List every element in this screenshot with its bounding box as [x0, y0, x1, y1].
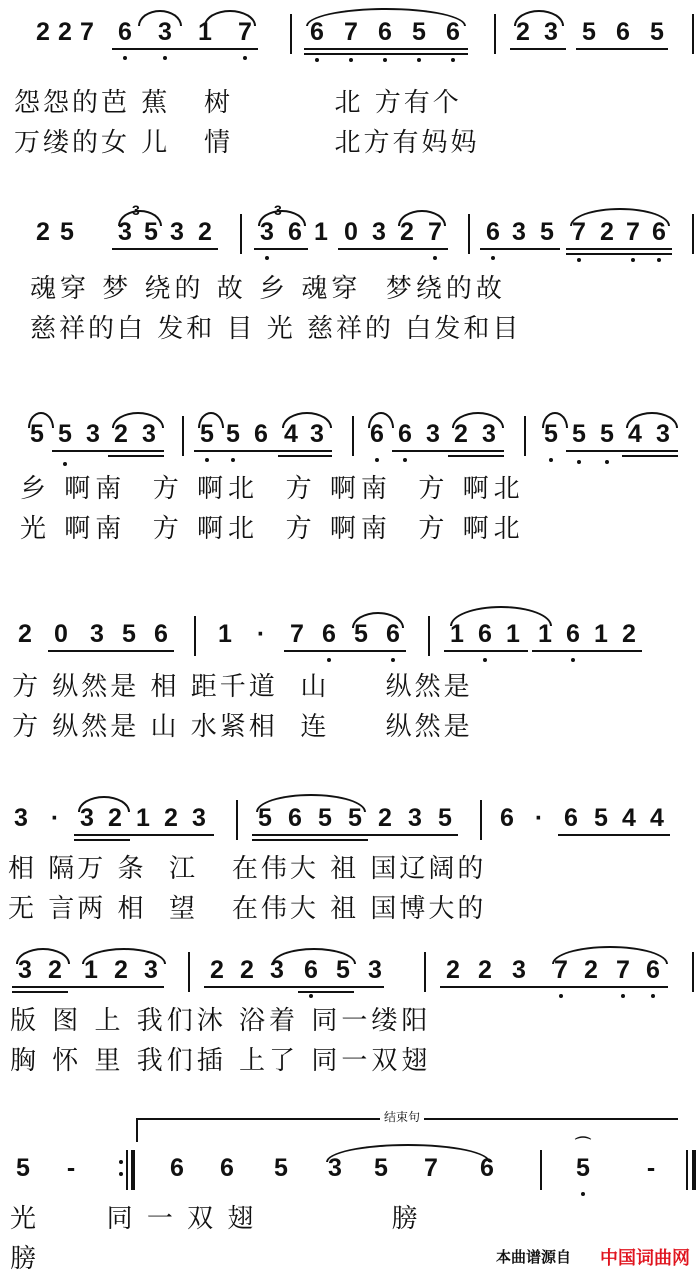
low-octave-dot	[605, 460, 609, 464]
note: 6	[446, 18, 460, 46]
slur	[552, 946, 668, 964]
note: 1	[84, 956, 98, 984]
lyric-text: 慈祥的白 发和 目 光 慈祥的 白发和目	[30, 314, 522, 344]
low-octave-dot	[349, 58, 353, 62]
low-octave-dot	[383, 58, 387, 62]
note: 6	[616, 18, 630, 46]
note: 5	[412, 18, 426, 46]
note: 2	[584, 956, 598, 984]
note: 2	[240, 956, 254, 984]
slur	[256, 794, 366, 812]
lyric-verse-1	[0, 82, 700, 122]
lyric-verse-1	[0, 468, 700, 508]
note: 3	[544, 18, 558, 46]
lyric-text: 胸 怀 里 我们插 上了 同一双翅	[10, 1046, 432, 1076]
credit-source: 本曲谱源自	[496, 1248, 572, 1266]
underline	[12, 986, 164, 988]
note: 2	[516, 18, 530, 46]
note: 3	[14, 804, 28, 832]
slur	[368, 412, 394, 428]
note: 3	[328, 1154, 342, 1182]
underline	[204, 986, 384, 988]
underline	[566, 450, 678, 452]
underline	[448, 455, 504, 457]
note: 5	[60, 218, 74, 246]
underline	[444, 650, 528, 652]
notation-line	[0, 18, 700, 58]
bar-line	[468, 214, 470, 254]
slur	[112, 412, 164, 428]
triplet-mark: 3	[132, 202, 140, 218]
lyric-verse-1	[0, 848, 700, 888]
note: 1	[198, 18, 212, 46]
note: ·	[50, 804, 60, 832]
note: 6	[370, 420, 384, 448]
note: 3	[482, 420, 496, 448]
slur	[198, 412, 224, 428]
note: 2	[114, 420, 128, 448]
note: 5	[318, 804, 332, 832]
note: 6	[170, 1154, 184, 1182]
note: 6	[304, 956, 318, 984]
note: 2	[198, 218, 212, 246]
ending-label: 结束句	[380, 1108, 424, 1125]
note: 1	[450, 620, 464, 648]
underline	[52, 450, 164, 452]
bar-line	[236, 800, 238, 840]
note: 5	[540, 218, 554, 246]
low-octave-dot	[651, 994, 655, 998]
note: 4	[650, 804, 664, 832]
underline	[284, 650, 406, 652]
low-octave-dot	[375, 458, 379, 462]
note: 5	[544, 420, 558, 448]
slur	[78, 796, 130, 812]
note: 5	[336, 956, 350, 984]
low-octave-dot	[327, 658, 331, 662]
note: 1	[314, 218, 328, 246]
note: 5	[30, 420, 44, 448]
slur	[204, 10, 256, 26]
underline	[532, 650, 642, 652]
low-octave-dot	[549, 458, 553, 462]
note: 4	[284, 420, 298, 448]
fermata-icon: ⌒	[575, 1137, 592, 1154]
notation-line	[0, 956, 700, 996]
note: 3	[80, 804, 94, 832]
repeat-dot	[119, 1160, 123, 1164]
notation-line	[0, 202, 700, 258]
note: 3	[18, 956, 32, 984]
low-octave-dot	[309, 994, 313, 998]
note: 6	[646, 956, 660, 984]
note: 6	[386, 620, 400, 648]
note: 2	[210, 956, 224, 984]
note: 6	[322, 620, 336, 648]
lyric-text: 方 纵然是 相 距千道 山 纵然是	[12, 672, 473, 702]
note: 2	[48, 956, 62, 984]
underline	[338, 248, 448, 250]
repeat-bar-thin	[126, 1150, 128, 1190]
slur	[352, 612, 404, 628]
note: 6	[220, 1154, 234, 1182]
note: 6	[254, 420, 268, 448]
note: 6	[288, 804, 302, 832]
note: 7	[616, 956, 630, 984]
low-octave-dot	[391, 658, 395, 662]
note: 5	[594, 804, 608, 832]
note: 2	[18, 620, 32, 648]
note: 1	[218, 620, 232, 648]
note: 7	[344, 18, 358, 46]
underline	[278, 455, 332, 457]
slur	[258, 210, 306, 226]
low-octave-dot	[451, 58, 455, 62]
note: 2	[446, 956, 460, 984]
lyric-verse-2	[0, 1040, 700, 1080]
note: 3	[368, 956, 382, 984]
low-octave-dot	[571, 658, 575, 662]
lyric-text: 怨怨的芭 蕉 树 北 方有个	[14, 88, 462, 118]
note: 7	[572, 218, 586, 246]
note: -	[66, 1154, 76, 1182]
low-octave-dot	[205, 458, 209, 462]
note: 7	[428, 218, 442, 246]
note: 2	[36, 218, 50, 246]
note: 3	[408, 804, 422, 832]
note: 0	[54, 620, 68, 648]
final-bar-thin	[686, 1150, 688, 1190]
note: 6	[652, 218, 666, 246]
note: 3	[142, 420, 156, 448]
underline	[298, 991, 354, 993]
note: 7	[626, 218, 640, 246]
bar-line	[428, 616, 430, 656]
note: 2	[378, 804, 392, 832]
note: 2	[478, 956, 492, 984]
lyric-text: 乡 啊南 方 啊北 方 啊南 方 啊北	[20, 474, 525, 504]
note: 6	[566, 620, 580, 648]
slur	[514, 10, 564, 26]
note: 7	[290, 620, 304, 648]
slur	[398, 210, 446, 226]
low-octave-dot	[621, 994, 625, 998]
note: 3	[512, 956, 526, 984]
underline	[566, 253, 672, 255]
note: 5	[600, 420, 614, 448]
note: 3	[118, 218, 132, 246]
underline	[558, 834, 670, 836]
lyric-text: 光 同 一 双 翅 膀	[10, 1204, 421, 1234]
underline	[480, 248, 560, 250]
notation-line	[0, 620, 700, 660]
lyric-verse-1	[0, 1198, 700, 1238]
low-octave-dot	[631, 258, 635, 262]
note: 6	[288, 218, 302, 246]
note: 6	[486, 218, 500, 246]
lyric-verse-1	[0, 1000, 700, 1040]
notation-line	[0, 1137, 700, 1194]
note: 2	[36, 18, 50, 46]
low-octave-dot	[163, 56, 167, 60]
note: -	[646, 1154, 656, 1182]
bar-line	[240, 214, 242, 254]
low-octave-dot	[123, 56, 127, 60]
bar-line	[424, 952, 426, 992]
bar-line	[692, 214, 694, 254]
slur	[282, 412, 332, 428]
slur	[542, 412, 568, 428]
note: 5	[348, 804, 362, 832]
lyric-text: 相 隔万 条 江 在伟大 祖 国辽阔的	[8, 854, 487, 884]
low-octave-dot	[231, 458, 235, 462]
bar-line	[352, 416, 354, 456]
note: 6	[564, 804, 578, 832]
slur	[82, 948, 166, 964]
low-octave-dot	[403, 458, 407, 462]
note: 2	[108, 804, 122, 832]
note: 1	[538, 620, 552, 648]
slur	[118, 210, 162, 226]
bar-line	[290, 14, 292, 54]
underline	[108, 455, 164, 457]
slur	[138, 10, 182, 26]
note: ·	[534, 804, 544, 832]
underline	[112, 48, 258, 50]
low-octave-dot	[559, 994, 563, 998]
note: 2	[454, 420, 468, 448]
lyric-verse-2	[0, 706, 700, 746]
slur	[16, 948, 70, 964]
low-octave-dot	[577, 258, 581, 262]
underline	[74, 839, 130, 841]
underline	[392, 450, 504, 452]
note: 5	[200, 420, 214, 448]
note: 2	[114, 956, 128, 984]
low-octave-dot	[433, 256, 437, 260]
lyric-text: 方 纵然是 山 水紧相 连 纵然是	[12, 712, 473, 742]
note: 0	[344, 218, 358, 246]
lyric-verse-1	[0, 268, 700, 308]
note: 5	[438, 804, 452, 832]
low-octave-dot	[657, 258, 661, 262]
lyric-verse-2	[0, 308, 700, 348]
note: 5	[122, 620, 136, 648]
note: 3	[310, 420, 324, 448]
low-octave-dot	[581, 1192, 585, 1196]
low-octave-dot	[491, 256, 495, 260]
notation-line	[0, 420, 700, 460]
note: 4	[628, 420, 642, 448]
repeat-bar-thick	[131, 1150, 135, 1190]
lyric-verse-2	[0, 122, 700, 162]
note: 6	[478, 620, 492, 648]
note: 5	[226, 420, 240, 448]
lyric-verse-2	[0, 1238, 700, 1278]
underline	[252, 834, 458, 836]
bar-line	[540, 1150, 542, 1190]
lyric-verse-2	[0, 508, 700, 548]
note: 3	[270, 956, 284, 984]
underline	[252, 839, 368, 841]
note: 2	[600, 218, 614, 246]
lyric-text: 无 言两 相 望 在伟大 祖 国博大的	[8, 894, 487, 924]
underline	[576, 48, 668, 50]
note: 7	[238, 18, 252, 46]
bar-line	[494, 14, 496, 54]
bar-line	[692, 952, 694, 992]
note: 5	[58, 420, 72, 448]
repeat-dot	[119, 1172, 123, 1176]
slur	[450, 606, 552, 626]
note: 3	[426, 420, 440, 448]
note: 3	[372, 218, 386, 246]
slur	[626, 412, 678, 428]
bar-line	[524, 416, 526, 456]
note: 3	[192, 804, 206, 832]
note: 5	[354, 620, 368, 648]
note: 5	[650, 18, 664, 46]
underline	[194, 450, 332, 452]
note: 3	[656, 420, 670, 448]
note: 5	[374, 1154, 388, 1182]
note: 3	[90, 620, 104, 648]
note: 5	[582, 18, 596, 46]
note: 6	[118, 18, 132, 46]
slur	[326, 1144, 490, 1162]
note: 2	[622, 620, 636, 648]
note: 3	[144, 956, 158, 984]
triplet-mark: 3	[274, 202, 282, 218]
note: 6	[480, 1154, 494, 1182]
slur	[272, 948, 356, 964]
slur	[306, 8, 466, 26]
underline	[12, 991, 68, 993]
note: 5	[274, 1154, 288, 1182]
underline	[254, 248, 308, 250]
notation-line	[0, 804, 700, 844]
note: 2	[58, 18, 72, 46]
note: 5	[258, 804, 272, 832]
low-octave-dot	[577, 460, 581, 464]
note: 4	[622, 804, 636, 832]
lyric-text: 万缕的女 儿 情 北方有妈妈	[14, 128, 480, 158]
low-octave-dot	[243, 56, 247, 60]
note: 2	[400, 218, 414, 246]
low-octave-dot	[315, 58, 319, 62]
note: 3	[260, 218, 274, 246]
lyric-text: 版 图 上 我们沐 浴着 同一缕阳	[10, 1006, 432, 1036]
note: 6	[398, 420, 412, 448]
bar-line	[692, 14, 694, 54]
note: 3	[512, 218, 526, 246]
slur	[452, 412, 504, 428]
underline	[304, 53, 468, 55]
note: 1	[594, 620, 608, 648]
underline	[304, 48, 468, 50]
credit-site-link[interactable]: 中国词曲网	[600, 1248, 690, 1269]
note: 5	[16, 1154, 30, 1182]
underline	[74, 834, 214, 836]
note: 7	[80, 18, 94, 46]
slur	[28, 412, 54, 428]
underline	[510, 48, 566, 50]
underline	[48, 650, 174, 652]
low-octave-dot	[63, 462, 67, 466]
note: 1	[506, 620, 520, 648]
note: 5	[576, 1154, 590, 1182]
underline	[440, 986, 668, 988]
lyric-text: 魂穿 梦 绕的 故 乡 魂穿 梦绕的故	[30, 274, 506, 304]
lyric-text: 光 啊南 方 啊北 方 啊南 方 啊北	[20, 514, 525, 544]
low-octave-dot	[265, 256, 269, 260]
note: 6	[310, 18, 324, 46]
bar-line	[480, 800, 482, 840]
note: 7	[424, 1154, 438, 1182]
note: ·	[256, 620, 266, 648]
note: 1	[136, 804, 150, 832]
note: 6	[500, 804, 514, 832]
lyric-text: 膀	[10, 1244, 39, 1274]
slur	[570, 208, 670, 226]
low-octave-dot	[483, 658, 487, 662]
lyric-verse-1	[0, 666, 700, 706]
note: 7	[554, 956, 568, 984]
bar-line	[194, 616, 196, 656]
note: 3	[86, 420, 100, 448]
note: 5	[144, 218, 158, 246]
note: 3	[158, 18, 172, 46]
underline	[112, 248, 218, 250]
note: 2	[164, 804, 178, 832]
underline	[622, 455, 678, 457]
note: 3	[170, 218, 184, 246]
bar-line	[188, 952, 190, 992]
note: 5	[572, 420, 586, 448]
note: 6	[154, 620, 168, 648]
lyric-verse-2	[0, 888, 700, 928]
bar-line	[182, 416, 184, 456]
final-bar-thick	[692, 1150, 696, 1190]
low-octave-dot	[417, 58, 421, 62]
underline	[566, 248, 672, 250]
note: 6	[378, 18, 392, 46]
